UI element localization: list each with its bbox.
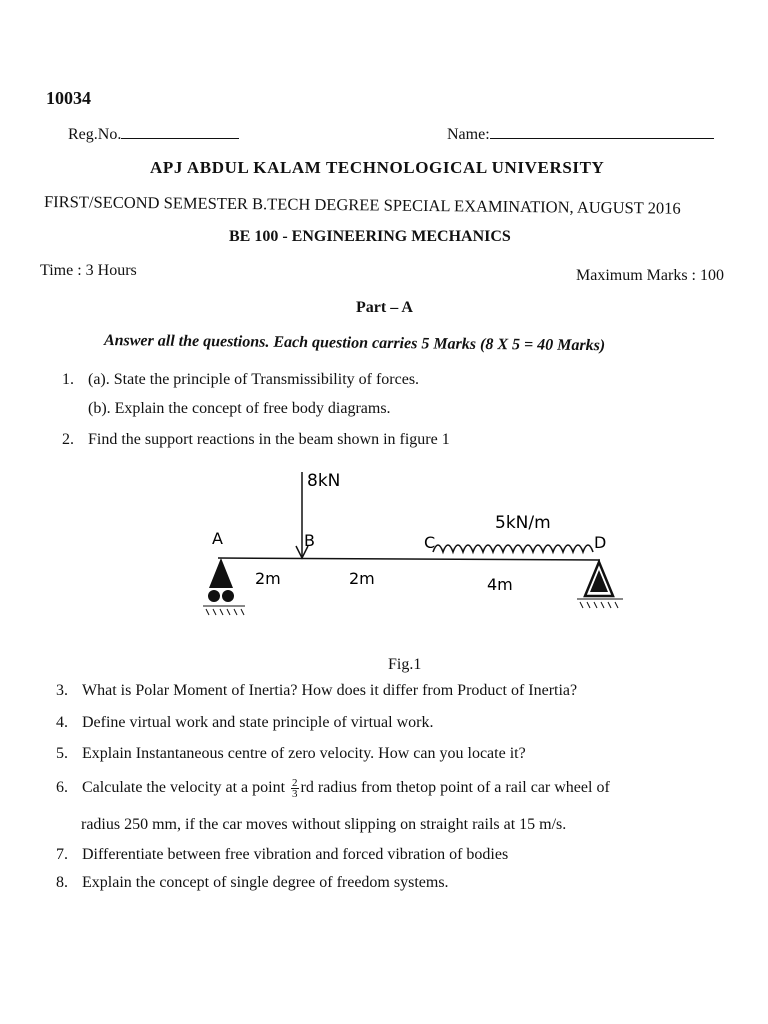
- question-number: 1.: [62, 371, 74, 388]
- beam: [218, 558, 600, 560]
- question-3: [56, 682, 577, 700]
- question-text: Define virtual work and state principle of virtual work.: [82, 714, 434, 731]
- part-title: Part – A: [356, 299, 413, 316]
- exam-title: FIRST/SECOND SEMESTER B.TECH DEGREE SPECIAL EXAMINATION, AUGUST 2016: [43, 192, 681, 218]
- span-ab: 2m: [255, 569, 281, 588]
- hinge-support-d: [577, 562, 623, 608]
- question-1b: [88, 400, 391, 418]
- label-a: A: [212, 529, 223, 548]
- paper-code: 10034: [46, 88, 91, 108]
- question-number: 2.: [62, 431, 74, 448]
- question-text: Find the support reactions in the beam shown in figure 1: [88, 431, 450, 448]
- question-number: 8.: [56, 874, 68, 891]
- maximum-marks: Maximum Marks : 100: [576, 267, 724, 284]
- name-label: Name:: [447, 126, 490, 143]
- distributed-load: [433, 545, 593, 552]
- question-text: Differentiate between free vibration and forced vibration of bodies: [82, 846, 509, 863]
- question-text: (a). State the principle of Transmissibility of forces.: [88, 371, 420, 388]
- question-2: [62, 431, 450, 449]
- question-text-part-b: rd radius from thetop point of a rail car wheel of: [300, 779, 610, 797]
- fraction-denominator: 3: [292, 788, 298, 800]
- question-number: 5.: [56, 745, 68, 762]
- exam-time: Time : 3 Hours: [40, 262, 137, 279]
- name-field: [447, 124, 714, 144]
- question-5: [56, 745, 526, 763]
- span-cd: 4m: [487, 575, 513, 594]
- figure-caption: Fig.1: [388, 656, 422, 673]
- question-number: 4.: [56, 714, 68, 731]
- label-c: C: [424, 533, 436, 552]
- question-text: (b). Explain the concept of free body diagrams.: [88, 400, 391, 417]
- question-6-continued: radius 250 mm, if the car moves without slipping on straight rails at 15 m/s.: [81, 816, 567, 833]
- question-text: What is Polar Moment of Inertia? How does it differ from Product of Inertia?: [82, 682, 578, 699]
- question-6: [56, 778, 736, 799]
- fraction-numerator: 2: [292, 777, 298, 789]
- name-blank: [490, 124, 714, 139]
- question-number: 6.: [56, 779, 68, 797]
- question-1a: [62, 371, 419, 389]
- point-load-label: 8kN: [307, 471, 341, 491]
- part-instruction: Answer all the questions. Each question carries 5 Marks (8 X 5 = 40 Marks): [103, 332, 606, 355]
- question-8: [56, 874, 449, 892]
- reg-no-blank: [121, 124, 239, 139]
- question-number: 7.: [56, 846, 68, 863]
- question-4: [56, 714, 433, 732]
- fraction-two-thirds: [291, 778, 299, 799]
- university-name: APJ ABDUL KALAM TECHNOLOGICAL UNIVERSITY: [150, 158, 605, 177]
- question-text-part-a: Calculate the velocity at a point: [82, 779, 286, 797]
- question-text: Explain the concept of single degree of freedom systems.: [82, 874, 449, 891]
- roller-support-a: [203, 558, 245, 615]
- question-text: Explain Instantaneous centre of zero velocity. How can you locate it?: [82, 745, 526, 762]
- label-b: B: [304, 531, 315, 550]
- course-title: BE 100 - ENGINEERING MECHANICS: [229, 228, 511, 245]
- span-bc: 2m: [349, 569, 375, 588]
- udl-label: 5kN/m: [495, 513, 551, 533]
- beam-figure: [0, 460, 768, 640]
- label-d: D: [594, 533, 607, 552]
- reg-no-field: [68, 124, 239, 144]
- question-number: 3.: [56, 682, 68, 699]
- question-7: [56, 846, 508, 864]
- reg-no-label: Reg.No.: [68, 126, 122, 143]
